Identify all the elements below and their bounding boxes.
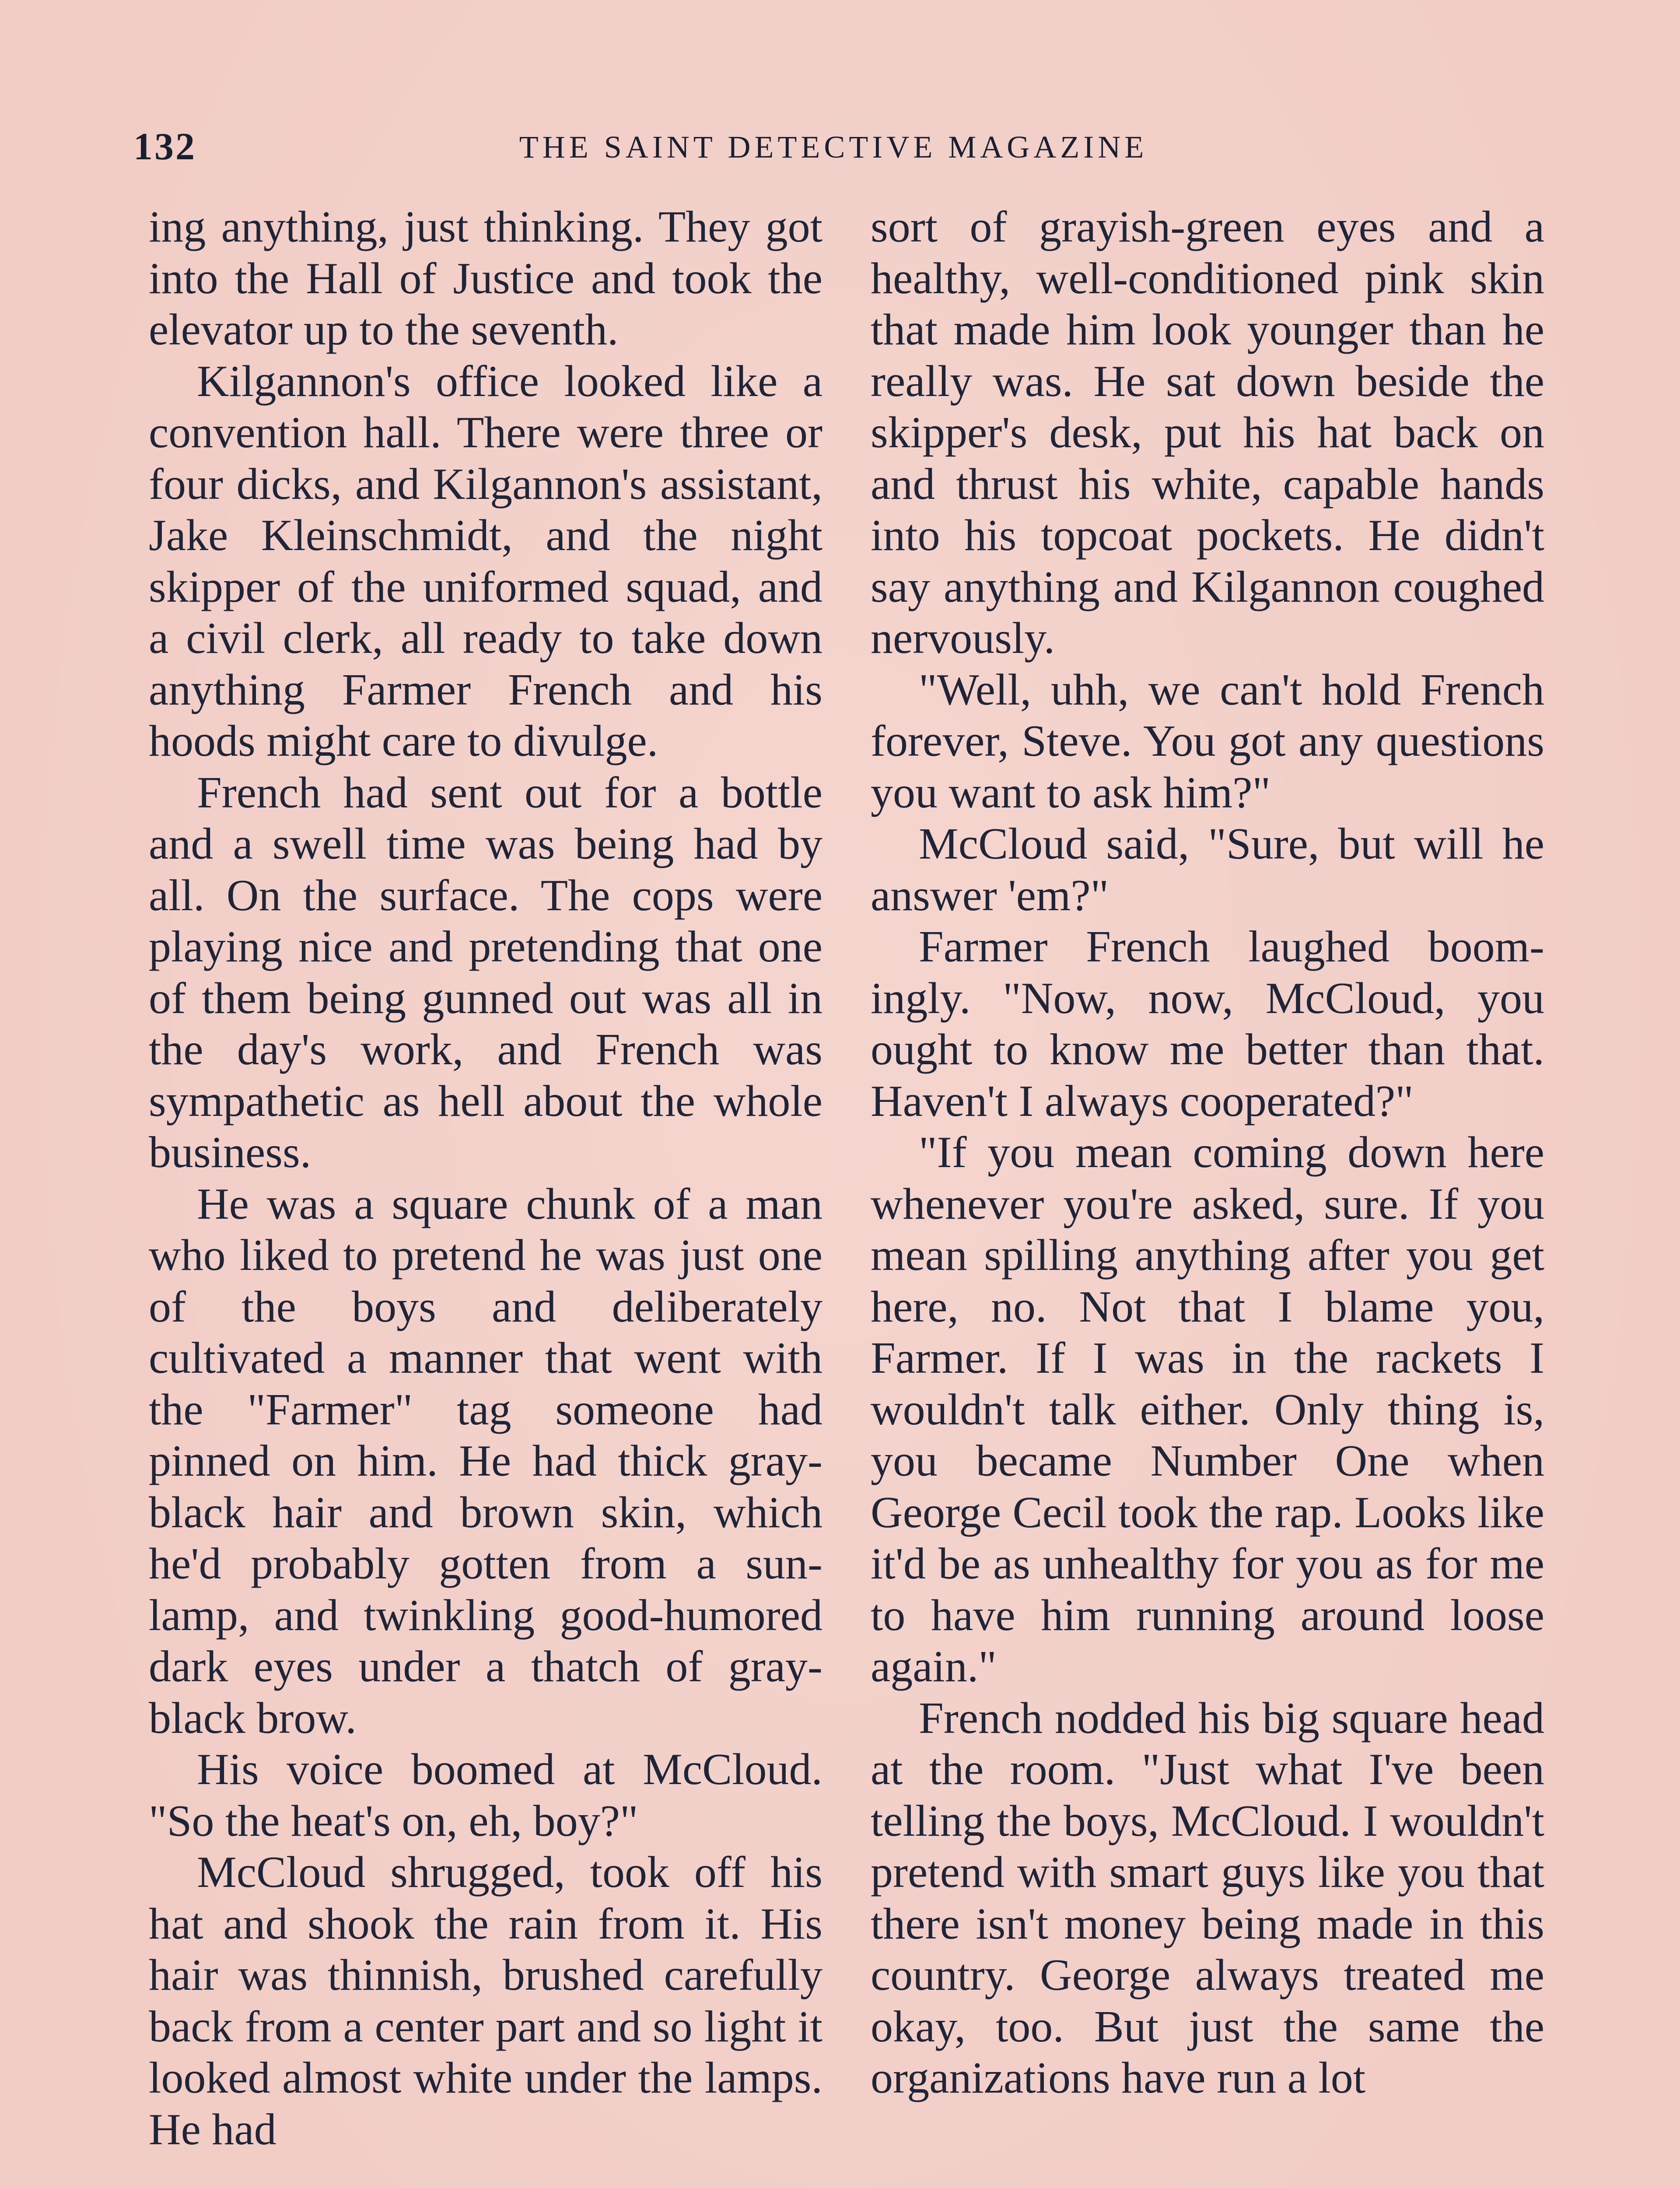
paragraph: McCloud shrugged, took off his hat and shook the rain from it. His hair was thinnish, brushed carefully back from a center part and so light it looked almost white under the lamps. He had xyxy=(149,1848,822,2154)
paragraph: "Well, uhh, we can't hold French forever, Steve. You got any questions you want to ask him?" xyxy=(871,665,1544,817)
paragraph: He was a square chunk of a man who liked to pretend he was just one of the boys and deliberately cultivated a manner that went with the "Farmer" tag someone had pinned on him. He had thick gray-black hair and brown skin, which he'd probably gotten from a sun-lamp, and twinkling good-humored dark eyes under a thatch of gray-black brow. xyxy=(149,1179,822,1743)
paragraph: His voice boomed at McCloud. "So the heat's on, eh, boy?" xyxy=(149,1745,822,1846)
running-title: THE SAINT DETECTIVE MAGAZINE xyxy=(519,130,1148,165)
paragraph: Farmer French laughed boomingly. "Now, now, McCloud, you ought to know me better than that. Haven't I always cooperated?" xyxy=(871,922,1544,1126)
page-number: 132 xyxy=(133,126,196,168)
left-column xyxy=(149,201,822,2155)
paragraph: "If you mean coming down here whenever you're asked, sure. If you mean spilling anything after you get here, no. Not that I blame you, Farmer. If I was in the rackets I wouldn't talk either. Only thing is, you became Number One when George Cecil took the rap. Looks like it'd be as unhealthy for you as for me to have him running around loose again." xyxy=(871,1128,1544,1691)
paragraph: Kilgannon's office looked like a convention hall. There were three or four dicks, and Kilgannon's assistant, Jake Kleinschmidt, and the night skipper of the uniformed squad, and a civil clerk, all ready to take down anything Farmer French and his hoods might care to divulge. xyxy=(149,356,822,766)
paragraph: ing anything, just thinking. They got into the Hall of Justice and took the elevator up to the seventh. xyxy=(149,202,822,354)
paragraph: French nodded his big square head at the room. "Just what I've been telling the boys, McCloud. I wouldn't pretend with smart guys like you that there isn't money being made in this country. George always treated me okay, too. But just the same the organizations have run a lot xyxy=(871,1693,1544,2103)
paragraph: McCloud said, "Sure, but will he answer 'em?" xyxy=(871,819,1544,920)
paragraph: French had sent out for a bottle and a swell time was being had by all. On the surface. The cops were playing nice and pretending that one of them being gunned out was all in the day's work, and French was sympathetic as hell about the whole business. xyxy=(149,768,822,1177)
paragraph: sort of grayish-green eyes and a healthy, well-conditioned pink skin that made him look younger than he really was. He sat down beside the skipper's desk, put his hat back on and thrust his white, capable hands into his topcoat pockets. He didn't say anything and Kilgannon coughed nervously. xyxy=(871,202,1544,663)
page-header xyxy=(133,125,1533,190)
right-column xyxy=(871,201,1544,2104)
